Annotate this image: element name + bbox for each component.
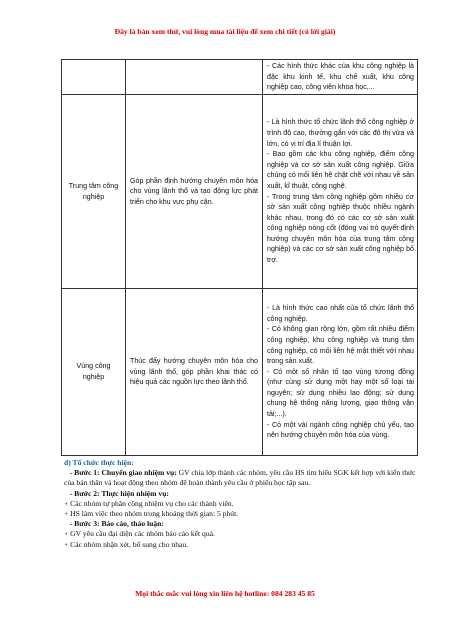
table-cell-features [263, 60, 418, 95]
table-cell-role: Thúc đẩy hướng chuyên môn hóa cho vùng lãnh thổ, góp phần khai thác có hiệu quả các nguồn lực theo lãnh thổ. [126, 289, 263, 456]
feature-line: - Trong trung tâm công nghiệp gồm nhiều cơ sở sản xuất công nghiệp thuộc nhiều ngành khác nhau, trong đó có các cơ sở sản xuất công nghiệp nòng cốt (đóng vai trò quyết định hướng chuyên môn hóa của trung tâm công nghiệp) và các cơ sở sản xuất công nghiệp bổ trợ. [267, 192, 414, 265]
step-line: + Các nhóm nhận xét, bổ sung cho nhau. [64, 539, 189, 549]
feature-line: - Là hình thức tổ chức lãnh thổ công nghiệp ở trình độ cao, thường gắn với các đô thị vừa và lớn, có vị trí địa lí thuận lợi. [267, 118, 414, 148]
feature-line: - Có không gian rộng lớn, gồm rất nhiều điểm công nghiệp, khu công nghiệp và trung tâm công nghiệp, có mối liên hệ mật thiết với nhau trong sản xuất. [267, 325, 414, 366]
table-cell-role [126, 60, 263, 95]
hotline-notice: Mọi thắc mắc vui lòng xin liên hệ hotline: 084 283 45 85 [135, 589, 315, 598]
table-cell-features [263, 95, 418, 289]
step-line: + GV yêu cầu đại diện các nhóm báo cáo kết quả. [64, 529, 215, 539]
step-2 [64, 489, 420, 499]
step-line: + HS làm việc theo nhóm trong khoảng thời gian: 5 phút. [64, 509, 239, 519]
step-2-label: - Bước 2: Thực hiện nhiệm vụ: [69, 488, 169, 498]
step-1-text: GV chia lớp thành các nhóm, yêu cầu HS tìm hiểu SGK kết hợp với kiến thức của bản thân và hoạt động theo nhóm để hoàn thành yêu cầu ở phiếu học tập sau. [64, 468, 416, 488]
table-row [62, 95, 418, 289]
step-3-label: - Bước 3: Báo cáo, thảo luận: [69, 519, 164, 529]
feature-line: - Bao gồm các khu công nghiệp, điểm công nghiệp và cơ sở sản xuất công nghiệp. Giữa chúng có mối liên hệ chặt chẽ với nhau về sản xuất, kĩ thuật, công nghệ. [267, 150, 414, 190]
table-cell-form: Vùng công nghiệp [62, 289, 126, 456]
feature-line: - Là hình thức cao nhất của tổ chức lãnh thổ công nghiệp. [267, 304, 414, 323]
step-3 [64, 519, 420, 529]
feature-line: - Có một số nhân tố tạo vùng tương đồng (như cùng sử dụng một hay một số loại tài nguyên; sử dụng nhiều lao động; sử dụng chung hệ thống năng lượng, giao thông vận tải;...). [267, 367, 414, 419]
table-row [62, 289, 418, 456]
table-row [62, 60, 418, 95]
preview-notice: Đây là bản xem thử, vui lòng mua tài liệu để xem chi tiết (có lời giải) [114, 27, 336, 36]
feature-line: - Có một vài ngành công nghiệp chủ yếu, tạo nên hướng chuyên môn hóa của vùng. [267, 420, 414, 440]
step-line: + Các nhóm tự phân công nhiệm vụ cho các thành viên. [64, 498, 234, 508]
feature-line: - Các hình thức khác của khu công nghiệp là đặc khu kinh tế, khu chế xuất, khu công nghiệp cao, công viên khoa học,... [267, 62, 414, 92]
implementation-section [64, 458, 420, 550]
table-cell-role: Góp phần định hướng chuyên môn hóa cho vùng lãnh thổ và tạo động lực phát triển cho khu vực phụ cận. [126, 95, 263, 289]
table-cell-form [62, 60, 126, 95]
table-cell-form: Trung tâm công nghiệp [62, 95, 126, 289]
step-1-label: - Bước 1: Chuyển giao nhiệm vụ: [69, 468, 177, 478]
industrial-organization-table [61, 59, 418, 456]
step-1 [64, 468, 420, 488]
table-cell-features [263, 289, 418, 456]
section-heading: d) Tổ chức thực hiện: [64, 458, 134, 467]
